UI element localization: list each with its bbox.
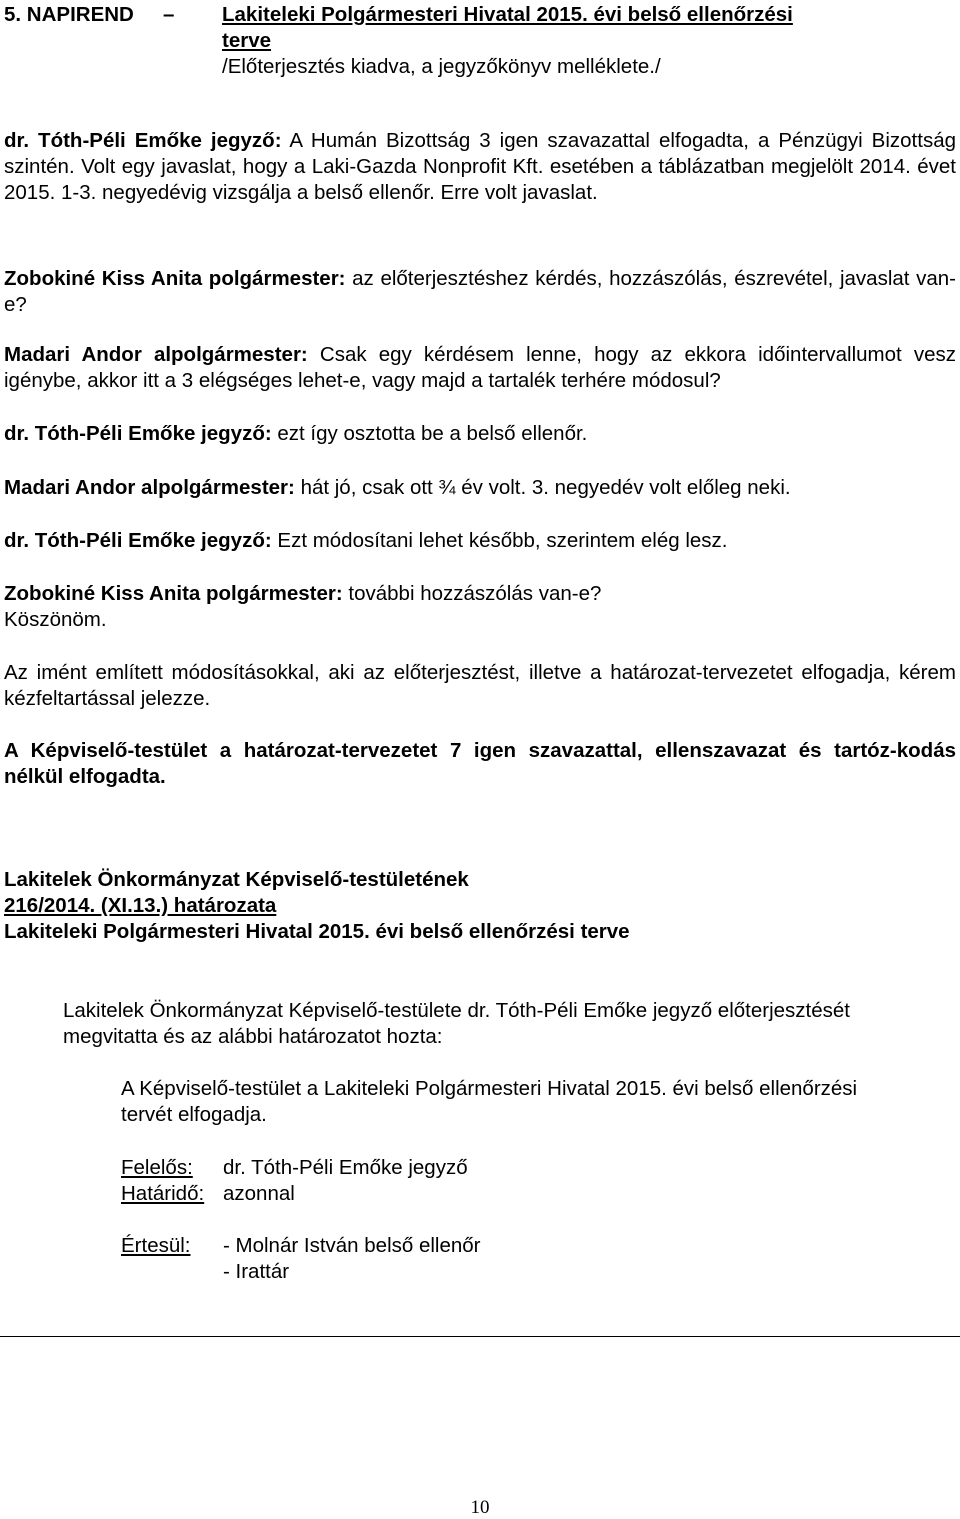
resolution-decision-line2: tervét elfogadja. (121, 1103, 267, 1126)
paragraph-mayor-1 (4, 266, 956, 318)
footer-divider (0, 1336, 960, 1337)
agenda-note: /Előterjesztés kiadva, a jegyzőkönyv melléklete./ (222, 55, 661, 78)
statement-text: Ezt módosítani lehet később, szerintem elég lesz. (277, 529, 728, 552)
agenda-number: 5. NAPIREND (4, 3, 134, 26)
speaker-label: Zobokiné Kiss Anita polgármester: (4, 582, 343, 605)
agenda-dash: – (163, 3, 175, 26)
notify-item: - Molnár István belső ellenőr (223, 1234, 481, 1257)
paragraph-vote-call: Az imént említett módosításokkal, aki az előterjesztést, illetve a határozat-tervezetet elfogadja, kérem kézfeltartással jelezze. (4, 661, 956, 710)
responsible-value: dr. Tóth-Péli Emőke jegyző (223, 1156, 468, 1179)
responsible-label: Felelős: (121, 1156, 193, 1179)
resolution-body-name: Lakitelek Önkormányzat Képviselő-testületének (4, 868, 469, 891)
resolution-intro (63, 998, 956, 1050)
paragraph-deputy-2 (4, 475, 956, 501)
agenda-title-line1: Lakiteleki Polgármesteri Hivatal 2015. évi belső ellenőrzési (222, 3, 793, 26)
paragraph-notary-3 (4, 528, 956, 554)
paragraph-notary-2 (4, 421, 956, 447)
speaker-label: Madari Andor alpolgármester: (4, 343, 308, 366)
resolution-number: 216/2014. (XI.13.) határozata (4, 894, 277, 917)
agenda-title-line2: terve (222, 29, 272, 52)
statement-text: ezt így osztotta be a belső ellenőr. (277, 422, 588, 445)
speaker-label: dr. Tóth-Péli Emőke jegyző: (4, 529, 272, 552)
agenda-title (222, 2, 952, 80)
speaker-label: dr. Tóth-Péli Emőke jegyző: (4, 422, 272, 445)
speaker-label: Zobokiné Kiss Anita polgármester: (4, 267, 346, 290)
notify-list (223, 1233, 481, 1285)
speaker-label: dr. Tóth-Péli Emőke jegyző: (4, 129, 282, 152)
statement-text: A Humán Bizottság 3 igen szavazattal elfogadta, a Pénzügyi Bizottság szintén. Volt egy javaslat, hogy a Laki-Gazda Nonprofit Kft. esetében a táblázatban megjelölt 2014. évet 2015. 1-3. negyedévig vizsgálja a belső ellenőr. Erre volt javaslat. (4, 129, 956, 204)
statement-text: az előterjesztéshez kérdés, hozzászólás, észrevétel, javaslat van-e? (4, 267, 956, 316)
resolution-decision-line1: A Képviselő-testület a Lakiteleki Polgármesteri Hivatal 2015. évi belső ellenőrzési (121, 1077, 858, 1100)
statement-thanks: Köszönöm. (4, 608, 107, 631)
paragraph-notary-1 (4, 128, 956, 206)
notify-item: - Irattár (223, 1260, 290, 1283)
statement-text: további hozzászólás van-e? (348, 582, 602, 605)
resolution-subject: Lakiteleki Polgármesteri Hivatal 2015. évi belső ellenőrzési terve (4, 920, 630, 943)
paragraph-mayor-2 (4, 581, 956, 633)
resolution-intro-line1: Lakitelek Önkormányzat Képviselő-testülete dr. Tóth-Péli Emőke jegyző előterjesztését (63, 999, 850, 1022)
speaker-label: Madari Andor alpolgármester: (4, 476, 295, 499)
paragraph-vote-result: A Képviselő-testület a határozat-tervezetet 7 igen szavazattal, ellenszavazat és tartóz-kodás nélkül elfogadta. (4, 739, 956, 788)
statement-text: Csak egy kérdésem lenne, hogy az ekkora időintervallumot vesz igénybe, akkor itt a 3 elégséges lehet-e, vagy majd a tartalék terhére módosul? (4, 343, 956, 392)
resolution-intro-line2: megvitatta és az alábbi határozatot hozta: (63, 1025, 443, 1048)
paragraph-deputy-1 (4, 342, 956, 394)
deadline-value: azonnal (223, 1182, 295, 1205)
statement-text: hát jó, csak ott ¾ év volt. 3. negyedév volt előleg neki. (300, 476, 791, 499)
deadline-label: Határidő: (121, 1182, 205, 1205)
resolution-decision (121, 1076, 956, 1128)
notify-label: Értesül: (121, 1234, 191, 1257)
page-number: 10 (470, 1497, 490, 1518)
